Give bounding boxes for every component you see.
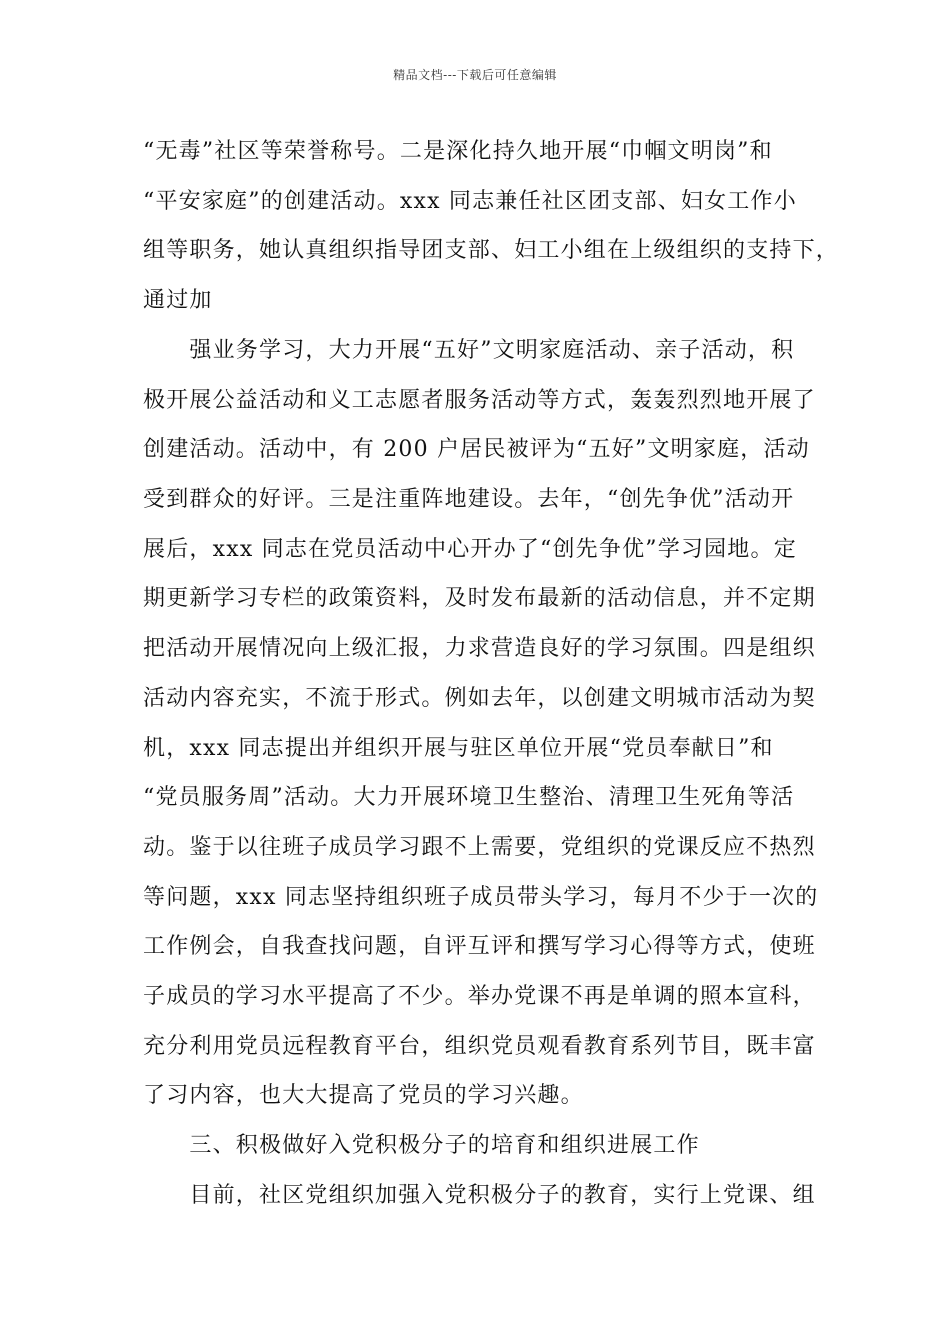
text-line: 充分利用党员远程教育平台，组织党员观看教育系列节目，既丰富 bbox=[143, 1034, 816, 1059]
text-line: 活动内容充实，不流于形式。例如去年，以创建文明城市活动为契 bbox=[143, 686, 816, 711]
text-line: 了习内容，也大大提高了党员的学习兴趣。 bbox=[143, 1083, 584, 1108]
text-line: “无毒”社区等荣誉称号。二是深化持久地开展“巾帼文明岗”和 bbox=[143, 139, 773, 164]
section-heading: 三、积极做好入党积极分子的培育和组织进展工作 bbox=[143, 1133, 700, 1158]
text-line: 创建活动。活动中，有 200 户居民被评为“五好”文明家庭，活动 bbox=[143, 437, 810, 462]
text-line: 机，xxx 同志提出并组织开展与驻区单位开展“党员奉献日”和 bbox=[143, 736, 774, 761]
text-line: 强业务学习，大力开展“五好”文明家庭活动、亲子活动，积 bbox=[143, 338, 795, 363]
text-line: “平安家庭”的创建活动。xxx 同志兼任社区团支部、妇女工作小 bbox=[143, 189, 797, 214]
text-line: 极开展公益活动和义工志愿者服务活动等方式，轰轰烈烈地开展了 bbox=[143, 388, 816, 413]
text-line: 把活动开展情况向上级汇报，力求营造良好的学习氛围。四是组织 bbox=[143, 636, 816, 661]
text-line: 受到群众的好评。三是注重阵地建设。去年，“创先争优”活动开 bbox=[143, 487, 795, 512]
text-line: 展后，xxx 同志在党员活动中心开办了“创先争优”学习园地。定 bbox=[143, 537, 797, 562]
text-line: 通过加 bbox=[143, 288, 213, 313]
text-line: 工作例会，自我查找问题，自评互评和撰写学习心得等方式，使班 bbox=[143, 934, 816, 959]
text-line: 动。鉴于以往班子成员学习跟不上需要，党组织的党课反应不热烈 bbox=[143, 835, 816, 860]
text-line: 期更新学习专栏的政策资料，及时发布最新的活动信息，并不定期 bbox=[143, 586, 816, 611]
text-line: 组等职务，她认真组织指导团支部、妇工小组在上级组织的支持下， bbox=[143, 238, 840, 263]
text-line: 目前，社区党组织加强入党积极分子的教育，实行上党课、组 bbox=[143, 1183, 816, 1208]
text-line: 子成员的学习水平提高了不少。举办党课不再是单调的照本宣科， bbox=[143, 984, 816, 1009]
text-line: 等问题，xxx 同志坚持组织班子成员带头学习，每月不少于一次的 bbox=[143, 885, 819, 910]
text-line: “党员服务周”活动。大力开展环境卫生整治、清理卫生死角等活 bbox=[143, 785, 795, 810]
page-header: 精品文档---下载后可任意编辑 bbox=[393, 68, 557, 82]
